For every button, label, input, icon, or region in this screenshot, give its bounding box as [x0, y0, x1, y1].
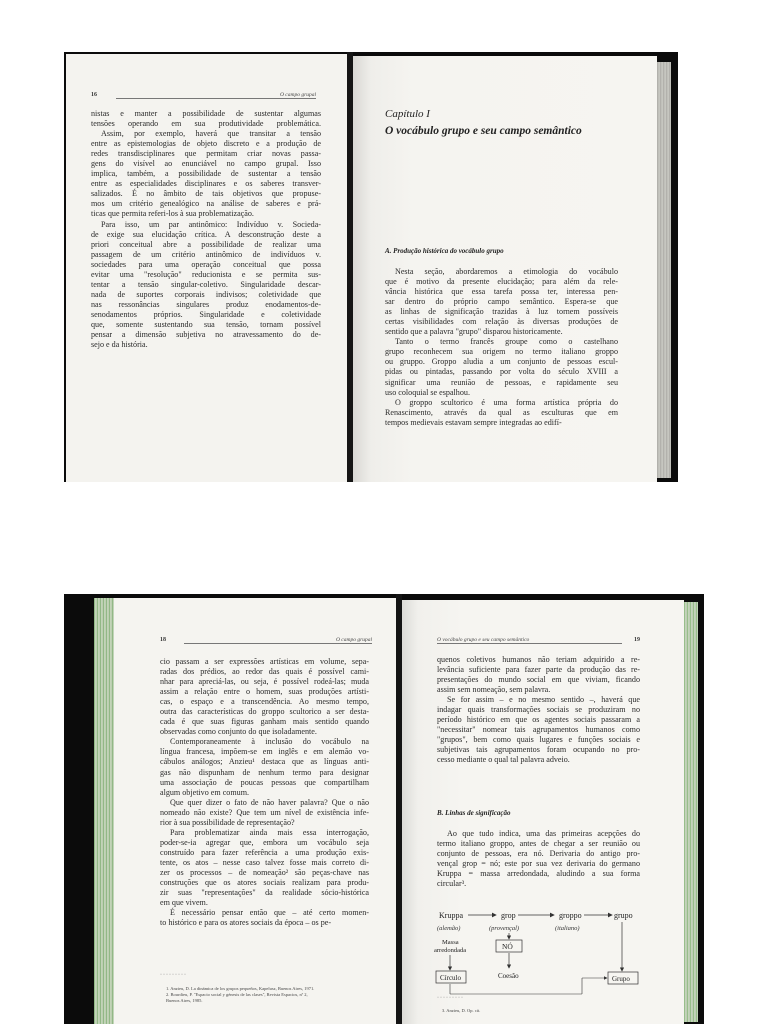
running-head: O campo grupal — [184, 637, 372, 644]
text-line: vençal grop = nó; este por sua vez derivaria do germano — [437, 859, 640, 869]
text-line: cas, o espaço e a transcendência. Ao mesmo tempo, — [160, 697, 369, 707]
text-line: Renascimento, através da qual as esculturas que em — [385, 407, 618, 417]
text-line: "grupos", bem como quais lugares e funções sociais e — [437, 735, 640, 745]
text-line: nomeado não existe? Que tem um nível de existência infe- — [160, 807, 369, 817]
diagram-provencal: (provençal) — [489, 925, 520, 932]
footnote-separator: ········· — [160, 972, 187, 978]
text-line: mos um critério genealógico na análise de saberes e prá- — [91, 199, 321, 209]
running-head: O campo grupal — [116, 92, 316, 99]
text-line: "necessitar" nomear tais agrupamentos humanos como — [437, 725, 640, 735]
text-line: tente, os atos – nesse caso talvez fosse mais correto di- — [160, 857, 369, 867]
chapter-title: O vocábulo grupo e seu campo semântico — [385, 125, 582, 137]
chapter-label: Capítulo I — [385, 108, 430, 120]
text-line: Que quer dizer o fato de não haver palavra? Que o não — [170, 797, 369, 807]
diagram-circulo: Círculo — [440, 974, 461, 982]
diagram-coesao: Coesão — [498, 972, 519, 980]
text-line: levância suficiente para fazer parte da produção das re- — [437, 665, 640, 675]
footnote: 1. Anzieu, D. La dinámica de los grupos pequeños, Kapelusz, Buenos Aires, 1971. — [166, 986, 315, 991]
text-line: evitar uma "resolução" reducionista e se permita sus- — [91, 269, 321, 279]
page-17 — [353, 56, 657, 482]
footnote: 2. Bourdieu, P. "Espacio social y génesis de las clases", Revista Espacios, nº 2, — [166, 992, 308, 997]
text-line: implica, também, a possibilidade de sustentar a tensão — [91, 169, 321, 179]
text-line: certas visibilidades com relação às diversas produções de — [385, 317, 618, 327]
text-line: Assim, por exemplo, haverá que transitar a tensão — [101, 129, 321, 139]
text-line: entre as especialidades disciplinares e os saberes transver- — [91, 179, 321, 189]
diagram-kruppa: Kruppa — [439, 911, 463, 920]
text-line: senodamentos próprios. Singularidade e coletividade — [91, 309, 321, 319]
page-number: 18 — [160, 637, 166, 643]
text-line: zir suas "representações" da realidade sócio-histórica — [160, 888, 369, 898]
text-line: uma associação de poucas pessoas que compartilham — [160, 777, 369, 787]
text-line: cada é que suas figuras ganham mais sentido quando — [160, 717, 369, 727]
footnote-separator: ········· — [437, 995, 464, 1001]
bottom-spread-scan — [64, 594, 704, 1024]
text-line: redes transdisciplinares que permitam criar novas passa- — [91, 149, 321, 159]
text-line: que, somente sustentando sua tensão, tornam possível — [91, 319, 321, 329]
body-text — [91, 109, 321, 350]
text-line: tensões operando em sua produtividade problemática. — [91, 119, 321, 129]
text-line: nada de suportes corporais indivisos; coletividade que — [91, 289, 321, 299]
footnote: Buenos Aires, 1985. — [166, 998, 203, 1003]
text-line: Para isso, um par antinômico: Indivíduo v. Socieda- — [101, 219, 321, 229]
text-line: Se for assim – e no mesmo sentido –, haverá que — [447, 695, 640, 705]
body-text — [385, 267, 618, 428]
text-line: gas não dispunham de nenhum termo para designar — [160, 767, 369, 777]
text-line: subjetivas tais agrupamentos foram ocupando no pro- — [437, 745, 640, 755]
text-line: Nesta seção, abordaremos a etimologia do vocábulo — [395, 267, 618, 276]
text-line: priori conceitual abre a possibilidade de realizar uma — [91, 239, 321, 249]
text-line: nas ressonâncias singulares produz enodamentos-de- — [91, 299, 321, 309]
footnote: 3. Anzieu, D. Op. cit. — [442, 1008, 481, 1013]
text-line: poder-se-ia agregar que, embora um vocábulo seja — [160, 837, 369, 847]
diagram-no: NÓ — [502, 942, 513, 951]
text-line: tentar a tensão singular-coletivo. Singularidade descar- — [91, 279, 321, 289]
text-line: indagar quais transformações sociais se produziram no — [437, 705, 640, 715]
text-line: outra das características do groppo scultorico a ser desta- — [160, 707, 369, 717]
body-text — [437, 655, 640, 766]
text-line: cesso mediante o qual tal palavra adveio. — [437, 755, 570, 765]
text-line: observadas como conjunto do que isoladamente. — [160, 727, 317, 737]
text-line: ticas que permita referi-los à sua problematização. — [91, 209, 254, 219]
text-line: assim sem nomeação, sem palavra. — [437, 685, 551, 695]
page-16 — [66, 54, 350, 482]
text-line: nistas e manter a possibilidade de sustentar algumas — [91, 109, 321, 118]
text-line: uso coloquial se espalhou. — [385, 387, 470, 397]
text-line: assim a relação entre o homem, suas produções artísti- — [160, 687, 369, 697]
body-text — [160, 657, 369, 928]
text-line: gens do visível ao enunciável no campo grupal. Isso — [91, 159, 321, 169]
text-line: O groppo scultorico é uma forma artística própria do — [395, 397, 618, 407]
text-line: Ao que tudo indica, uma das primeiras acepções do — [447, 829, 640, 838]
text-line: cio passam a ser expressões artísticas em volume, sepa- — [160, 657, 369, 666]
text-line: grupo reconhecem sua origem no termo italiano groppo — [385, 347, 618, 357]
page-number: 16 — [91, 92, 97, 98]
text-line: de exige sua elucidação crítica. A desconstrução deste a — [91, 229, 321, 239]
text-line: termo italiano groppo, antes de chegar a ser reunião ou — [437, 839, 640, 849]
text-line: É necessário pensar então que – até certo momen- — [170, 908, 369, 918]
text-line: ou gruppo. Groppo aludia a um conjunto de pessoas escul- — [385, 357, 618, 367]
text-line: Tanto o termo francês groupe como o castelhano — [395, 337, 618, 347]
text-line: construções que os atores sociais realizam para produ- — [160, 878, 369, 888]
top-spread-scan — [64, 52, 678, 482]
text-line: que é motivo da presente elucidação; para além da rele- — [385, 277, 618, 287]
text-line: pidas ou pintadas, passando por volta do século XVIII a — [385, 367, 618, 377]
text-line: zer os processos – de nomeação² são peças-chave nas — [160, 867, 369, 877]
text-line: nhar para apreciá-las, ou seja, é possível rodeá-las; muda — [160, 677, 369, 687]
text-line: Kruppa = massa arredondada, aludindo a sua forma — [437, 869, 640, 879]
page-edges-left — [94, 598, 114, 1024]
text-line: to histórico e para os atores sociais da época – os pe- — [160, 918, 332, 928]
footnotes — [442, 1008, 480, 1014]
text-line: entre as epistemologias de objeto discreto e a produção de — [91, 139, 321, 149]
page-19 — [402, 600, 684, 1024]
footnotes — [166, 986, 314, 1004]
text-line: pensar a dimensão subjetiva no atravessamento do de- — [91, 330, 321, 340]
text-line: significar uma reunião de pessoas, e rapidamente seu — [385, 377, 618, 387]
text-line: as linhas de significação trazidas à luz tornem possíveis — [385, 307, 618, 317]
text-line: vância histórica que essa tarefa possa ter, interessa pen- — [385, 287, 618, 297]
text-line: algum objetivo em comum. — [160, 787, 250, 797]
text-line: presentações do mundo social em que viviam, ficando — [437, 675, 640, 685]
diagram-alemao: (alemão) — [437, 925, 461, 932]
text-line: salizados. É no âmbito de tais objetivos que propuse- — [91, 189, 321, 199]
text-line: Contemporaneamente à inclusão do vocábulo na — [170, 737, 369, 747]
text-line: construído para fazer referência a uma produção exis- — [160, 847, 369, 857]
diagram-groppo: groppo — [559, 911, 582, 920]
text-line: em que vivem. — [160, 898, 208, 908]
section-heading: A. Produção histórica do vocábulo grupo — [385, 247, 504, 255]
diagram-grupo: grupo — [614, 911, 633, 920]
text-line: tempos medievais estavam sempre integradas ao edifí- — [385, 417, 562, 427]
text-line: circular³. — [437, 879, 467, 889]
text-line: conjunto de pessoas, era nó. Derivaria do antigo pro- — [437, 849, 640, 859]
page-number: 19 — [634, 637, 640, 643]
diagram-massa: Massa — [442, 939, 459, 946]
text-line: passagem de um critério antinômico de indivíduos v. — [91, 249, 321, 259]
text-line: língua francesa, impõem-se em inglês e em alemão vo- — [160, 747, 369, 757]
text-line: sar dentro do próprio campo semântico. Espera-se que — [385, 297, 618, 307]
text-line: Para problematizar ainda mais essa interrogação, — [170, 827, 369, 837]
text-line: radas dos prédios, ao redor das quais é possível cami- — [160, 667, 369, 677]
text-line: rior à sua possibilidade de representação? — [160, 817, 295, 827]
text-line: cábulos análogos; Anzieu¹ destaca que as línguas anti- — [160, 757, 369, 767]
diagram-grop: grop — [501, 911, 516, 920]
text-line: quenos coletivos humanos não teriam adquirido a re- — [437, 655, 640, 664]
page-edges-right — [684, 602, 698, 1022]
diagram-italiano: (italiano) — [555, 925, 580, 932]
body-text-2 — [437, 829, 640, 889]
text-line: sociedades para uma operação conceitual que possa — [91, 259, 321, 269]
page-edges — [657, 62, 671, 478]
page-18 — [114, 598, 396, 1024]
text-line: sentido que a palavra "grupo" disparou historicamente. — [385, 327, 563, 337]
diagram-arredondada: arredondada — [434, 947, 467, 954]
running-head: O vocábulo grupo e seu campo semântico — [437, 637, 622, 644]
text-line: sejo e da história. — [91, 340, 148, 350]
diagram-grupo-box: Grupo — [612, 975, 630, 983]
text-line: período histórico em que os agentes sociais passaram a — [437, 715, 640, 725]
section-heading: B. Linhas de significação — [437, 809, 511, 817]
